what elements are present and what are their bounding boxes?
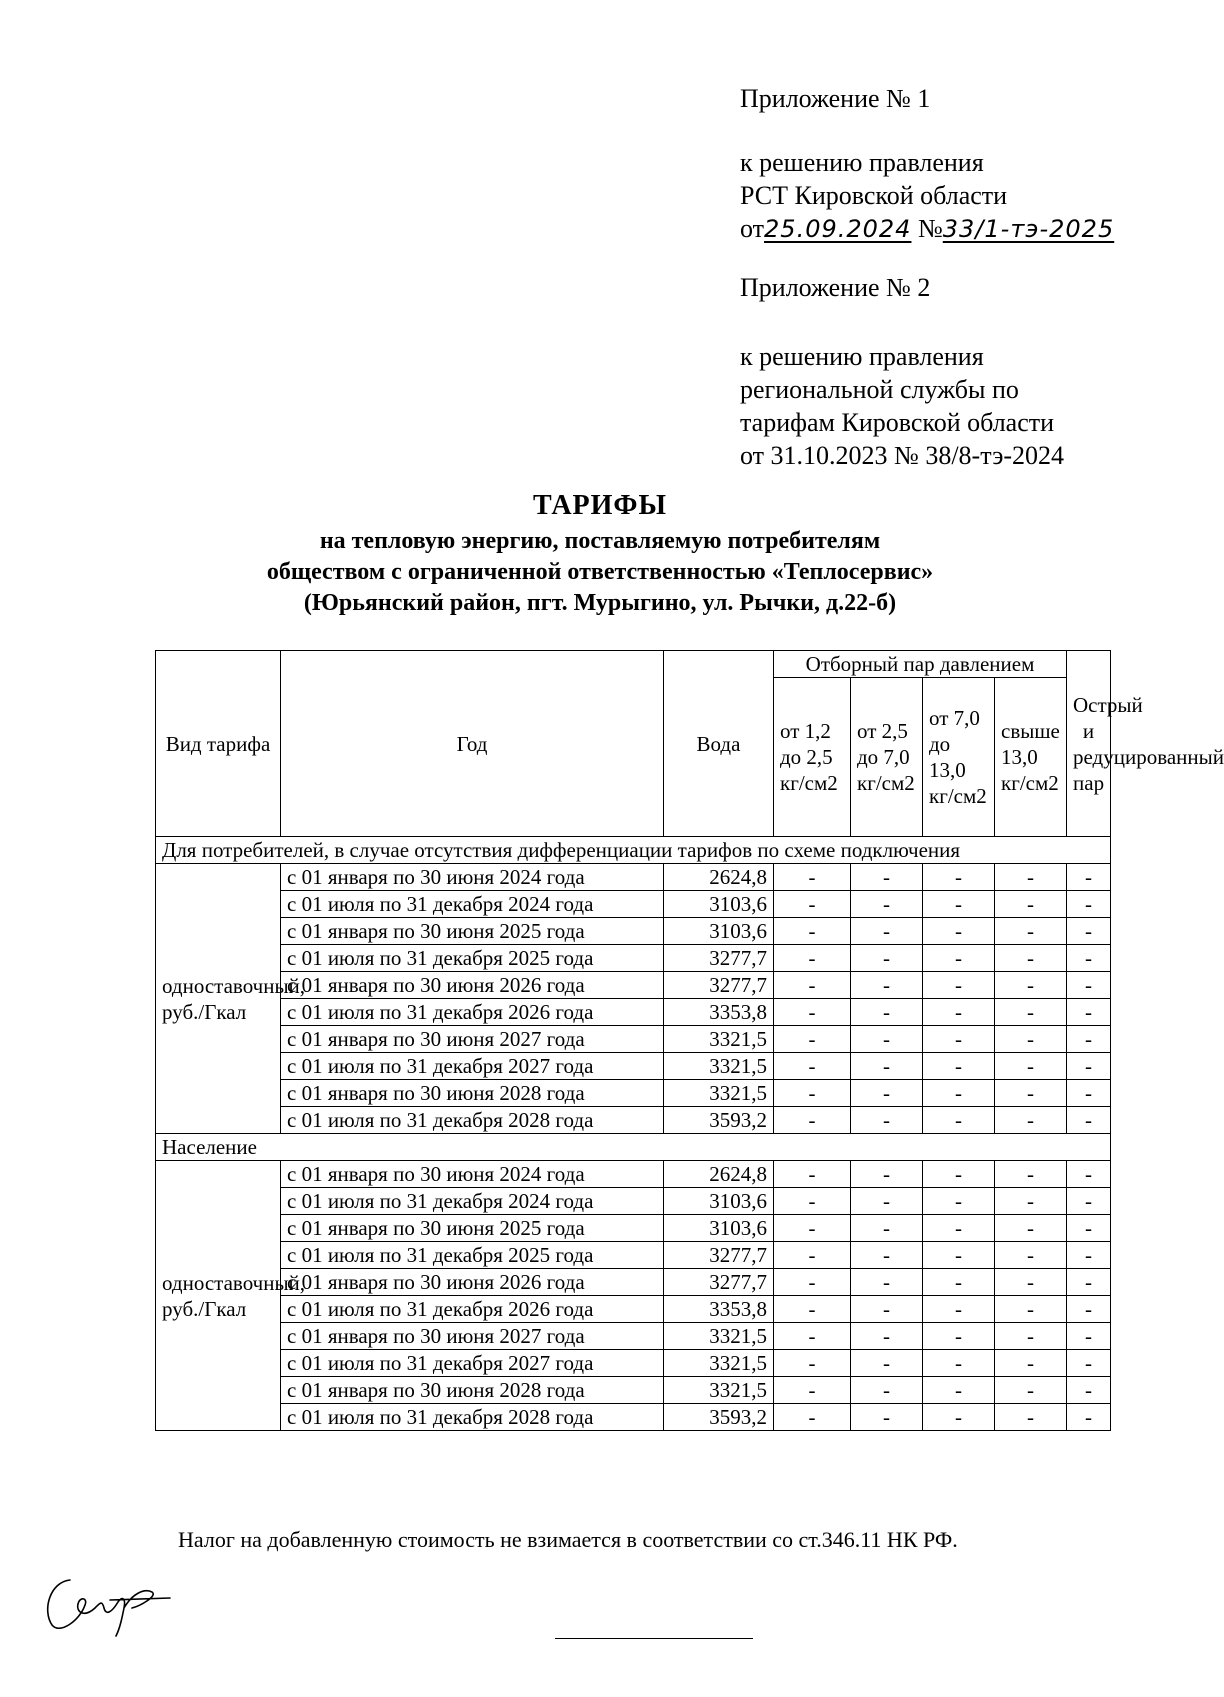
table-row [156, 1296, 1111, 1323]
empty-value-cell: - [774, 1377, 851, 1404]
empty-value-cell: - [995, 1107, 1067, 1134]
header-sharp-steam: Острый и редуцированный пар [1067, 651, 1111, 837]
empty-value-cell: - [995, 1161, 1067, 1188]
empty-value-cell: - [1067, 972, 1111, 999]
empty-value-cell: - [851, 1323, 923, 1350]
empty-value-cell: - [1067, 1350, 1111, 1377]
appendix-2-line: от 31.10.2023 № 38/8-тэ-2024 [740, 441, 1065, 470]
empty-value-cell: - [995, 918, 1067, 945]
empty-value-cell: - [1067, 1242, 1111, 1269]
empty-value-cell: - [851, 1269, 923, 1296]
water-tariff-cell: 3277,7 [664, 1269, 774, 1296]
empty-value-cell: - [995, 864, 1067, 891]
tariff-table-body [156, 837, 1111, 1431]
water-tariff-cell: 3277,7 [664, 945, 774, 972]
empty-value-cell: - [774, 1269, 851, 1296]
empty-value-cell: - [923, 864, 995, 891]
empty-value-cell: - [851, 918, 923, 945]
number-prefix: № [917, 214, 943, 243]
vat-footnote: Налог на добавленную стоимость не взимается в соответствии со ст.346.11 НК РФ. [178, 1527, 958, 1552]
empty-value-cell: - [1067, 1161, 1111, 1188]
table-row [156, 1161, 1111, 1188]
empty-value-cell: - [851, 1377, 923, 1404]
empty-value-cell: - [851, 1215, 923, 1242]
empty-value-cell: - [851, 1161, 923, 1188]
empty-value-cell: - [774, 1188, 851, 1215]
empty-value-cell: - [851, 1296, 923, 1323]
empty-value-cell: - [1067, 1215, 1111, 1242]
empty-value-cell: - [1067, 1080, 1111, 1107]
period-cell: с 01 июля по 31 декабря 2027 года [281, 1350, 664, 1377]
empty-value-cell: - [923, 1350, 995, 1377]
water-tariff-cell: 3277,7 [664, 972, 774, 999]
period-cell: с 01 января по 30 июня 2026 года [281, 972, 664, 999]
empty-value-cell: - [851, 1080, 923, 1107]
period-cell: с 01 июля по 31 декабря 2024 года [281, 1188, 664, 1215]
table-row [156, 945, 1111, 972]
empty-value-cell: - [851, 945, 923, 972]
empty-value-cell: - [923, 945, 995, 972]
appendix-1-line-2: РСТ Кировской области [740, 181, 1008, 210]
table-row [156, 1242, 1111, 1269]
tariff-type-cell: одноставочный, руб./Гкал [156, 1161, 281, 1431]
appendix-1-decision-line [740, 212, 1114, 246]
empty-value-cell: - [923, 1080, 995, 1107]
section-row [156, 1134, 1111, 1161]
empty-value-cell: - [995, 1215, 1067, 1242]
empty-value-cell: - [851, 1242, 923, 1269]
empty-value-cell: - [1067, 1404, 1111, 1431]
period-cell: с 01 июля по 31 декабря 2026 года [281, 1296, 664, 1323]
appendix-2-title-text: Приложение № 2 [740, 273, 931, 302]
appendix-1-title [740, 82, 930, 115]
table-row [156, 1350, 1111, 1377]
table-row [156, 1188, 1111, 1215]
water-tariff-cell: 3103,6 [664, 918, 774, 945]
empty-value-cell: - [923, 1107, 995, 1134]
empty-value-cell: - [774, 1026, 851, 1053]
appendix-1-reference [740, 146, 1114, 246]
table-row [156, 1215, 1111, 1242]
table-row [156, 918, 1111, 945]
header-year: Год [281, 651, 664, 837]
empty-value-cell: - [1067, 999, 1111, 1026]
table-row [156, 1404, 1111, 1431]
empty-value-cell: - [774, 1161, 851, 1188]
empty-value-cell: - [923, 1053, 995, 1080]
empty-value-cell: - [923, 1377, 995, 1404]
empty-value-cell: - [923, 891, 995, 918]
empty-value-cell: - [851, 891, 923, 918]
document-title: ТАРИФЫ [533, 490, 667, 521]
section-row [156, 837, 1111, 864]
header-steam-1-2-5: от 1,2 до 2,5 кг/см2 [774, 678, 851, 837]
period-cell: с 01 июля по 31 декабря 2028 года [281, 1404, 664, 1431]
table-row [156, 1323, 1111, 1350]
empty-value-cell: - [774, 1107, 851, 1134]
empty-value-cell: - [774, 1080, 851, 1107]
water-tariff-cell: 3353,8 [664, 1296, 774, 1323]
empty-value-cell: - [1067, 864, 1111, 891]
period-cell: с 01 июля по 31 декабря 2025 года [281, 945, 664, 972]
empty-value-cell: - [995, 945, 1067, 972]
empty-value-cell: - [995, 1350, 1067, 1377]
period-cell: с 01 июля по 31 декабря 2024 года [281, 891, 664, 918]
signature-image [40, 1570, 190, 1640]
empty-value-cell: - [774, 864, 851, 891]
document-subtitle-line: на тепловую энергию, поставляемую потребителям [319, 528, 881, 554]
header-water: Вода [664, 651, 774, 837]
empty-value-cell: - [851, 1404, 923, 1431]
period-cell: с 01 января по 30 июня 2026 года [281, 1269, 664, 1296]
empty-value-cell: - [995, 1377, 1067, 1404]
period-cell: с 01 июля по 31 декабря 2026 года [281, 999, 664, 1026]
empty-value-cell: - [995, 1323, 1067, 1350]
document-subtitle-line: обществом с ограниченной ответственностью «Теплосервис» [266, 559, 934, 585]
empty-value-cell: - [923, 1161, 995, 1188]
table-row [156, 1269, 1111, 1296]
period-cell: с 01 января по 30 июня 2024 года [281, 1161, 664, 1188]
table-row [156, 1026, 1111, 1053]
appendix-1-line-1: к решению правления [740, 148, 984, 177]
empty-value-cell: - [774, 1296, 851, 1323]
empty-value-cell: - [995, 1404, 1067, 1431]
empty-value-cell: - [1067, 1107, 1111, 1134]
table-row [156, 1377, 1111, 1404]
empty-value-cell: - [851, 864, 923, 891]
water-tariff-cell: 3321,5 [664, 1350, 774, 1377]
appendix-2-reference [740, 340, 1064, 472]
empty-value-cell: - [774, 999, 851, 1026]
empty-value-cell: - [1067, 1053, 1111, 1080]
empty-value-cell: - [923, 918, 995, 945]
section-title: Для потребителей, в случае отсутствия дифференциации тарифов по схеме подключения [156, 837, 1111, 864]
water-tariff-cell: 2624,8 [664, 864, 774, 891]
empty-value-cell: - [995, 891, 1067, 918]
section-title: Население [156, 1134, 1111, 1161]
water-tariff-cell: 2624,8 [664, 1161, 774, 1188]
header-tariff-type: Вид тарифа [156, 651, 281, 837]
appendix-2-line: региональной службы по [740, 375, 1019, 404]
empty-value-cell: - [923, 1269, 995, 1296]
water-tariff-cell: 3321,5 [664, 1053, 774, 1080]
water-tariff-cell: 3321,5 [664, 1377, 774, 1404]
empty-value-cell: - [851, 1107, 923, 1134]
empty-value-cell: - [995, 1053, 1067, 1080]
header-steam-7-13: от 7,0 до 13,0 кг/см2 [923, 678, 995, 837]
table-row [156, 972, 1111, 999]
empty-value-cell: - [1067, 1026, 1111, 1053]
empty-value-cell: - [851, 1188, 923, 1215]
empty-value-cell: - [851, 972, 923, 999]
empty-value-cell: - [774, 1215, 851, 1242]
water-tariff-cell: 3593,2 [664, 1107, 774, 1134]
period-cell: с 01 января по 30 июня 2027 года [281, 1323, 664, 1350]
period-cell: с 01 июля по 31 декабря 2025 года [281, 1242, 664, 1269]
empty-value-cell: - [923, 1188, 995, 1215]
empty-value-cell: - [1067, 891, 1111, 918]
period-cell: с 01 января по 30 июня 2024 года [281, 864, 664, 891]
empty-value-cell: - [923, 1242, 995, 1269]
water-tariff-cell: 3321,5 [664, 1026, 774, 1053]
period-cell: с 01 января по 30 июня 2027 года [281, 1026, 664, 1053]
table-row [156, 999, 1111, 1026]
period-cell: с 01 января по 30 июня 2025 года [281, 1215, 664, 1242]
period-cell: с 01 января по 30 июня 2028 года [281, 1377, 664, 1404]
empty-value-cell: - [1067, 945, 1111, 972]
empty-value-cell: - [923, 1215, 995, 1242]
empty-value-cell: - [851, 1026, 923, 1053]
empty-value-cell: - [995, 1296, 1067, 1323]
period-cell: с 01 июля по 31 декабря 2027 года [281, 1053, 664, 1080]
empty-value-cell: - [1067, 1323, 1111, 1350]
table-row [156, 1080, 1111, 1107]
empty-value-cell: - [995, 1188, 1067, 1215]
table-row [156, 1053, 1111, 1080]
water-tariff-cell: 3321,5 [664, 1080, 774, 1107]
tariff-type-cell: одноставочный, руб./Гкал [156, 864, 281, 1134]
water-tariff-cell: 3103,6 [664, 1188, 774, 1215]
header-steam-2-5-7: от 2,5 до 7,0 кг/см2 [851, 678, 923, 837]
empty-value-cell: - [774, 1242, 851, 1269]
header-extracted-steam: Отборный пар давлением [774, 651, 1067, 678]
document-subtitle-line: (Юрьянский район, пгт. Мурыгино, ул. Рычки, д.22-б) [303, 590, 897, 616]
empty-value-cell: - [995, 972, 1067, 999]
water-tariff-cell: 3353,8 [664, 999, 774, 1026]
empty-value-cell: - [1067, 1188, 1111, 1215]
water-tariff-cell: 3321,5 [664, 1323, 774, 1350]
handwritten-number: 33/1-тэ-2025 [942, 215, 1115, 243]
empty-value-cell: - [851, 999, 923, 1026]
empty-value-cell: - [923, 1404, 995, 1431]
empty-value-cell: - [1067, 918, 1111, 945]
empty-value-cell: - [774, 891, 851, 918]
empty-value-cell: - [995, 1026, 1067, 1053]
tariff-table [155, 650, 1224, 1431]
period-cell: с 01 января по 30 июня 2028 года [281, 1080, 664, 1107]
table-row [156, 1107, 1111, 1134]
from-prefix: от [740, 214, 765, 243]
empty-value-cell: - [923, 1026, 995, 1053]
empty-value-cell: - [774, 918, 851, 945]
empty-value-cell: - [1067, 1296, 1111, 1323]
empty-value-cell: - [851, 1053, 923, 1080]
handwritten-date: 25.09.2024 [764, 215, 912, 243]
empty-value-cell: - [1067, 1377, 1111, 1404]
empty-value-cell: - [1067, 1269, 1111, 1296]
appendix-2-line: к решению правления [740, 342, 984, 371]
period-cell: с 01 января по 30 июня 2025 года [281, 918, 664, 945]
empty-value-cell: - [774, 1323, 851, 1350]
empty-value-cell: - [923, 1296, 995, 1323]
appendix-2-title [740, 271, 930, 304]
table-row [156, 891, 1111, 918]
appendix-1-title-text: Приложение № 1 [740, 84, 931, 113]
empty-value-cell: - [774, 972, 851, 999]
empty-value-cell: - [923, 972, 995, 999]
empty-value-cell: - [995, 1269, 1067, 1296]
empty-value-cell: - [774, 1053, 851, 1080]
empty-value-cell: - [923, 999, 995, 1026]
table-row [156, 864, 1111, 891]
period-cell: с 01 июля по 31 декабря 2028 года [281, 1107, 664, 1134]
empty-value-cell: - [995, 1080, 1067, 1107]
header-steam-over-13: свыше 13,0 кг/см2 [995, 678, 1067, 837]
water-tariff-cell: 3593,2 [664, 1404, 774, 1431]
signature-line [555, 1638, 753, 1639]
empty-value-cell: - [923, 1323, 995, 1350]
empty-value-cell: - [995, 999, 1067, 1026]
empty-value-cell: - [774, 1404, 851, 1431]
water-tariff-cell: 3103,6 [664, 1215, 774, 1242]
appendix-2-line: тарифам Кировской области [740, 408, 1055, 437]
empty-value-cell: - [851, 1350, 923, 1377]
water-tariff-cell: 3277,7 [664, 1242, 774, 1269]
empty-value-cell: - [995, 1242, 1067, 1269]
empty-value-cell: - [774, 1350, 851, 1377]
water-tariff-cell: 3103,6 [664, 891, 774, 918]
empty-value-cell: - [774, 945, 851, 972]
